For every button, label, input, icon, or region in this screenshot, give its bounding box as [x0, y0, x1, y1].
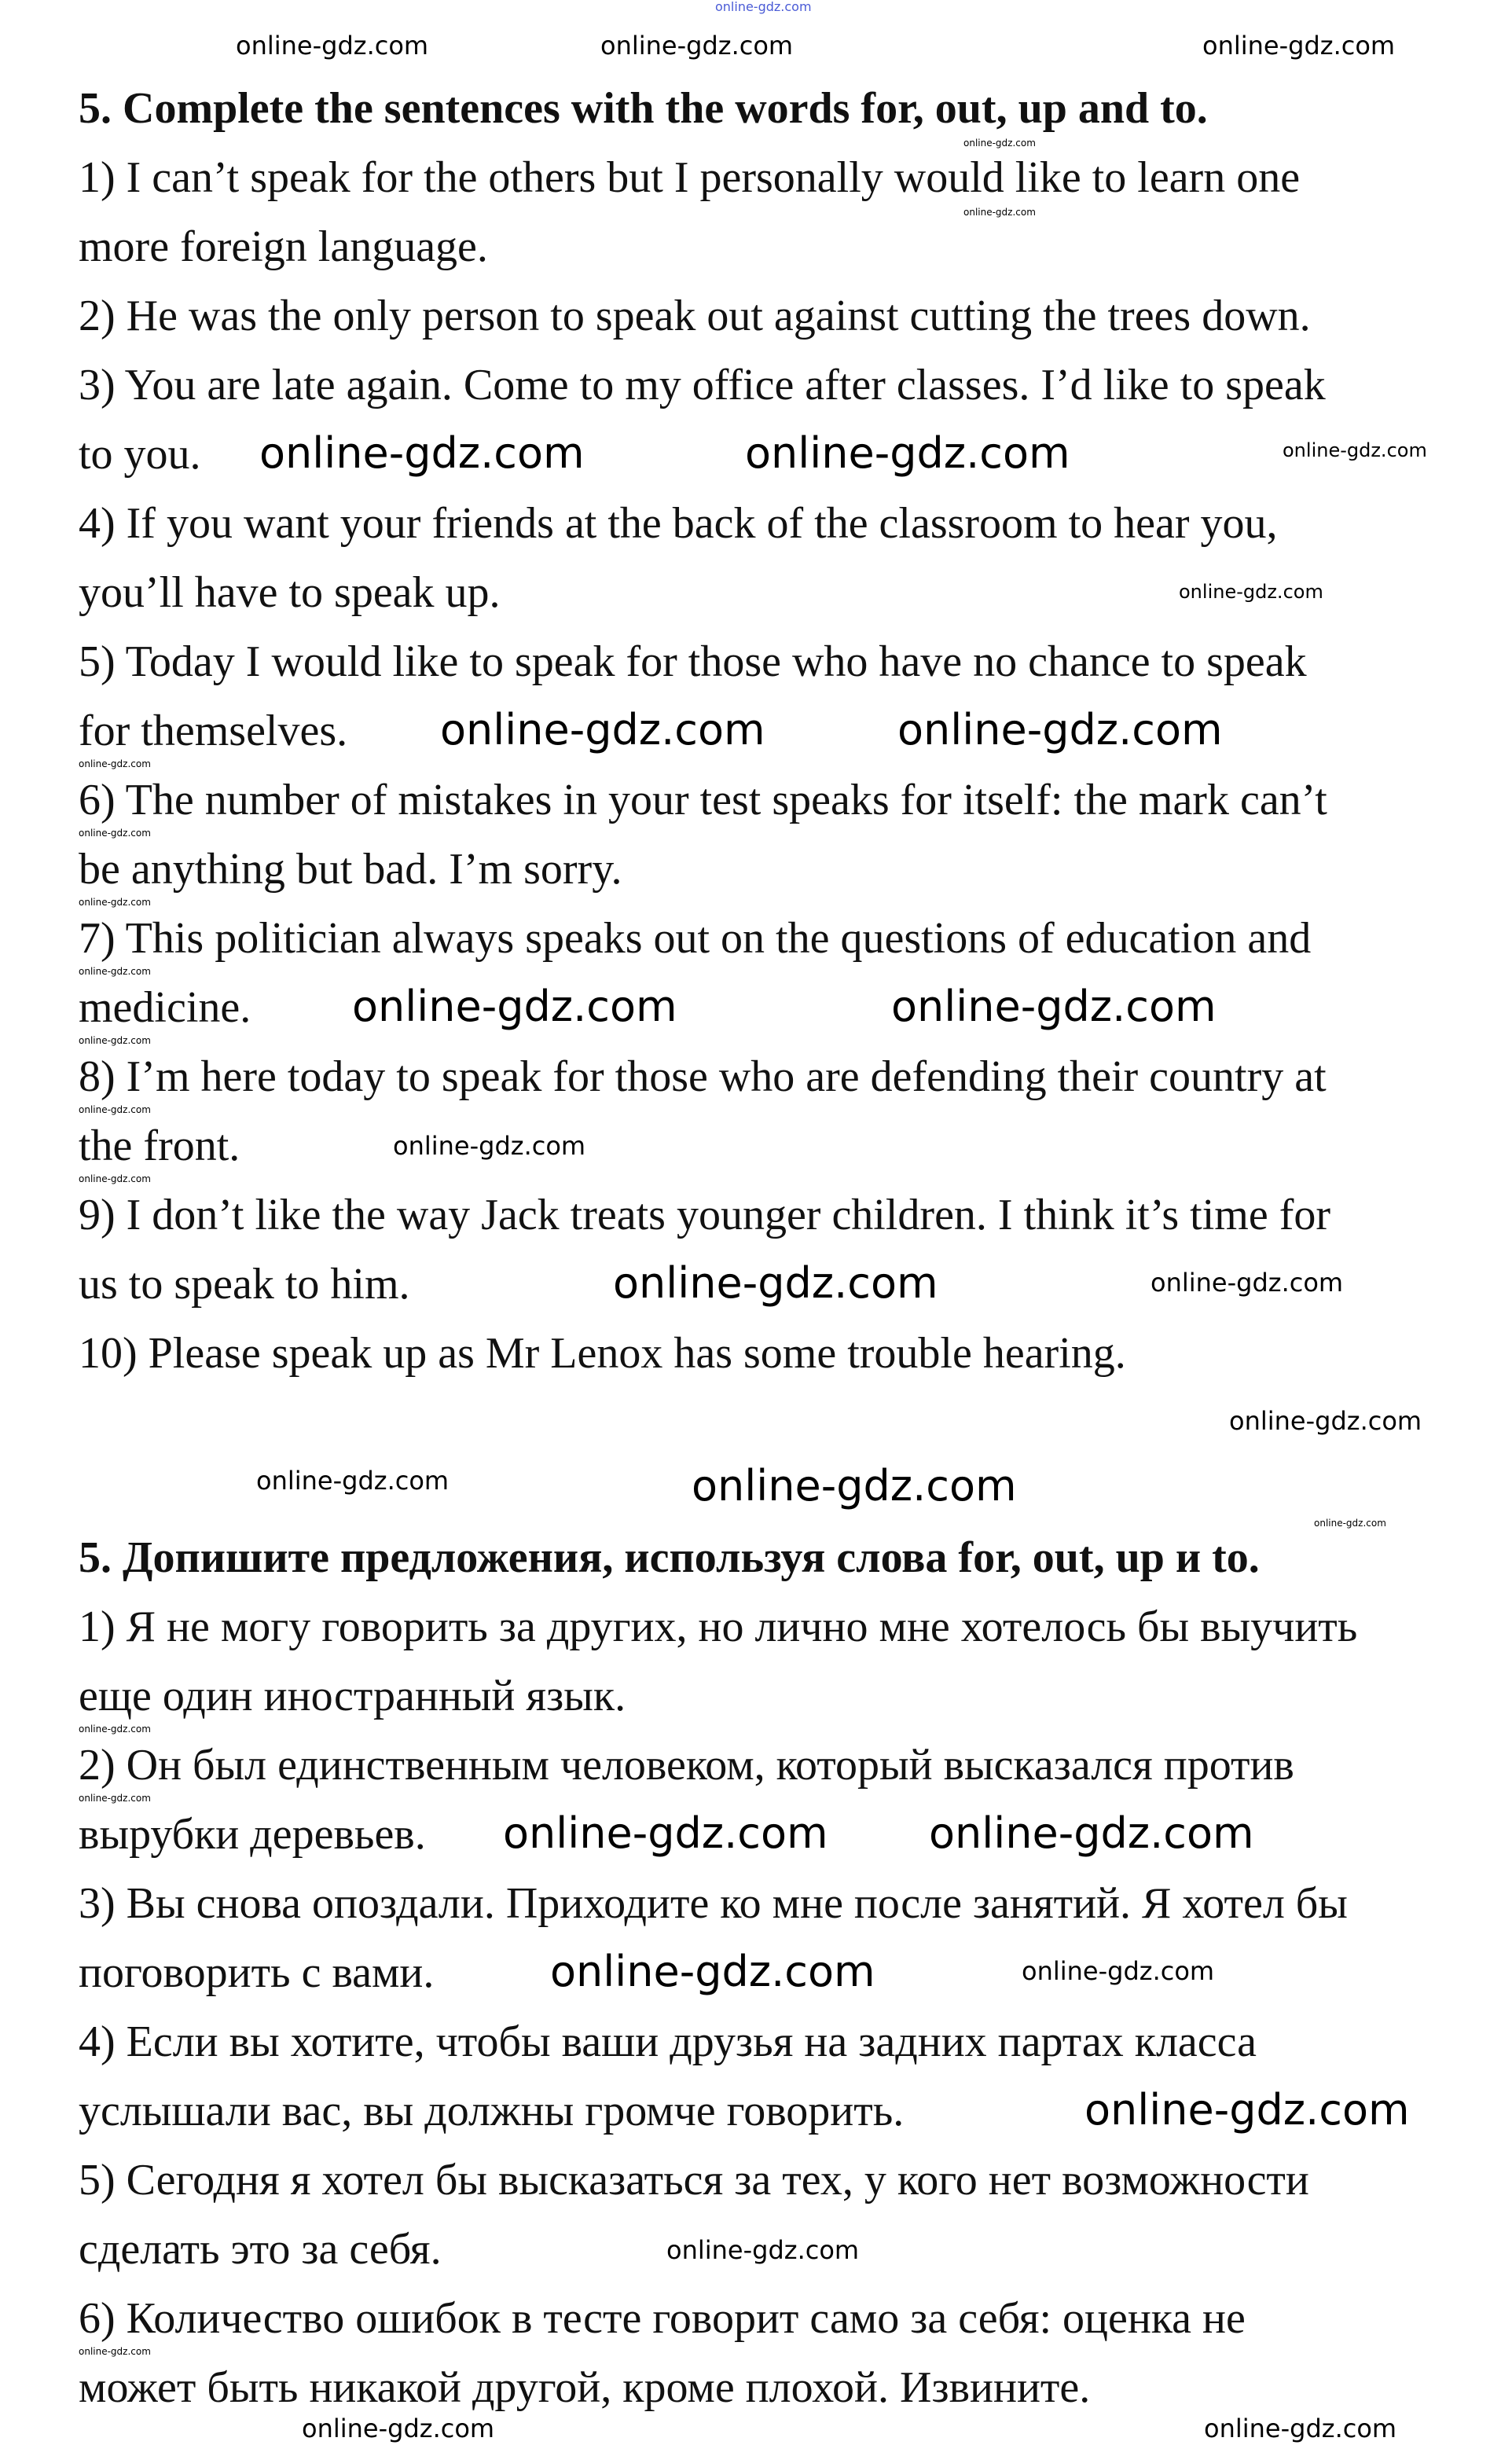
watermark: online-gdz.com: [1084, 2085, 1410, 2135]
watermark: online-gdz.com: [666, 2235, 860, 2265]
watermark: online-gdz.com: [692, 1461, 1017, 1511]
watermark: online-gdz.com: [259, 428, 585, 478]
text-line: 5) Сегодня я хотел бы высказаться за тех, у кого нет возможности: [79, 2156, 1309, 2205]
watermark: online-gdz.com: [393, 1131, 586, 1161]
text-line: 7) This politician always speaks out on the questions of education and: [79, 914, 1312, 963]
watermark: online-gdz.com: [79, 1035, 151, 1046]
text-line: medicine.: [79, 983, 251, 1032]
text-line: 5) Today I would like to speak for those who have no chance to speak: [79, 637, 1307, 686]
watermark: online-gdz.com: [302, 2414, 495, 2443]
text-line: 3) You are late again. Come to my office after classes. I’d like to speak: [79, 361, 1326, 409]
watermark: online-gdz.com: [1229, 1406, 1422, 1436]
text-line: 2) He was the only person to speak out against cutting the trees down.: [79, 292, 1311, 340]
watermark: online-gdz.com: [1202, 31, 1396, 61]
watermark: online-gdz.com: [1314, 1518, 1386, 1529]
text-line: еще один иностранный язык.: [79, 1672, 626, 1720]
watermark: online-gdz.com: [1283, 439, 1427, 461]
text-line: 3) Вы снова опоздали. Приходите ко мне после занятий. Я хотел бы: [79, 1879, 1348, 1928]
text-line: 10) Please speak up as Mr Lenox has some trouble hearing.: [79, 1329, 1126, 1378]
text-line: 1) I can’t speak for the others but I personally would like to learn one: [79, 153, 1301, 202]
watermark: online-gdz.com: [79, 1793, 151, 1804]
text-line: 1) Я не могу говорить за других, но лично мне хотелось бы выучить: [79, 1602, 1358, 1651]
watermark: online-gdz.com: [1022, 1956, 1215, 1986]
watermark: online-gdz.com: [715, 0, 812, 14]
text-line: может быть никакой другой, кроме плохой. Извините.: [79, 2363, 1091, 2412]
watermark: online-gdz.com: [613, 1258, 938, 1308]
watermark: online-gdz.com: [79, 1104, 151, 1115]
watermark: online-gdz.com: [352, 982, 677, 1031]
watermark: online-gdz.com: [79, 1173, 151, 1184]
watermark: online-gdz.com: [79, 828, 151, 839]
text-line: поговорить с вами.: [79, 1948, 435, 1997]
text-line: 8) I’m here today to speak for those who are defending their country at: [79, 1052, 1327, 1101]
watermark: online-gdz.com: [897, 705, 1223, 754]
text-line: you’ll have to speak up.: [79, 568, 501, 617]
watermark: online-gdz.com: [236, 31, 429, 61]
watermark: online-gdz.com: [550, 1947, 875, 1996]
exercise-title-english: 5. Complete the sentences with the words for, out, up and to.: [79, 84, 1208, 133]
text-line: 6) The number of mistakes in your test speaks for itself: the mark can’t: [79, 776, 1327, 824]
text-line: услышали вас, вы должны громче говорить.: [79, 2087, 905, 2135]
text-line: to you.: [79, 430, 201, 479]
watermark: online-gdz.com: [963, 207, 1036, 218]
text-line: 4) Если вы хотите, чтобы ваши друзья на задних партах класса: [79, 2017, 1257, 2066]
text-line: 6) Количество ошибок в тесте говорит само за себя: оценка не: [79, 2294, 1246, 2343]
watermark: online-gdz.com: [79, 1724, 151, 1735]
watermark: online-gdz.com: [79, 897, 151, 908]
watermark: online-gdz.com: [600, 31, 794, 61]
watermark: online-gdz.com: [1151, 1268, 1344, 1298]
text-line: us to speak to him.: [79, 1260, 410, 1309]
watermark: online-gdz.com: [963, 138, 1036, 149]
watermark: online-gdz.com: [440, 705, 765, 754]
text-line: be anything but bad. I’m sorry.: [79, 845, 622, 894]
watermark: online-gdz.com: [1179, 581, 1323, 603]
exercise-title-russian: 5. Допишите предложения, используя слова for, out, up и to.: [79, 1533, 1260, 1582]
text-line: 2) Он был единственным человеком, который высказался против: [79, 1741, 1294, 1790]
text-line: more foreign language.: [79, 222, 488, 271]
watermark: online-gdz.com: [503, 1808, 828, 1858]
text-line: вырубки деревьев.: [79, 1810, 426, 1859]
watermark: online-gdz.com: [79, 966, 151, 977]
watermark: online-gdz.com: [929, 1808, 1254, 1858]
watermark: online-gdz.com: [1204, 2414, 1397, 2443]
text-line: сделать это за себя.: [79, 2225, 442, 2274]
text-line: 9) I don’t like the way Jack treats younger children. I think it’s time for: [79, 1191, 1330, 1239]
watermark: online-gdz.com: [891, 982, 1217, 1031]
text-line: 4) If you want your friends at the back of the classroom to hear you,: [79, 499, 1278, 548]
watermark: online-gdz.com: [79, 758, 151, 769]
text-line: for themselves.: [79, 707, 348, 755]
watermark: online-gdz.com: [256, 1466, 450, 1496]
watermark: online-gdz.com: [79, 2346, 151, 2357]
watermark: online-gdz.com: [745, 428, 1070, 478]
text-line: the front.: [79, 1122, 240, 1170]
